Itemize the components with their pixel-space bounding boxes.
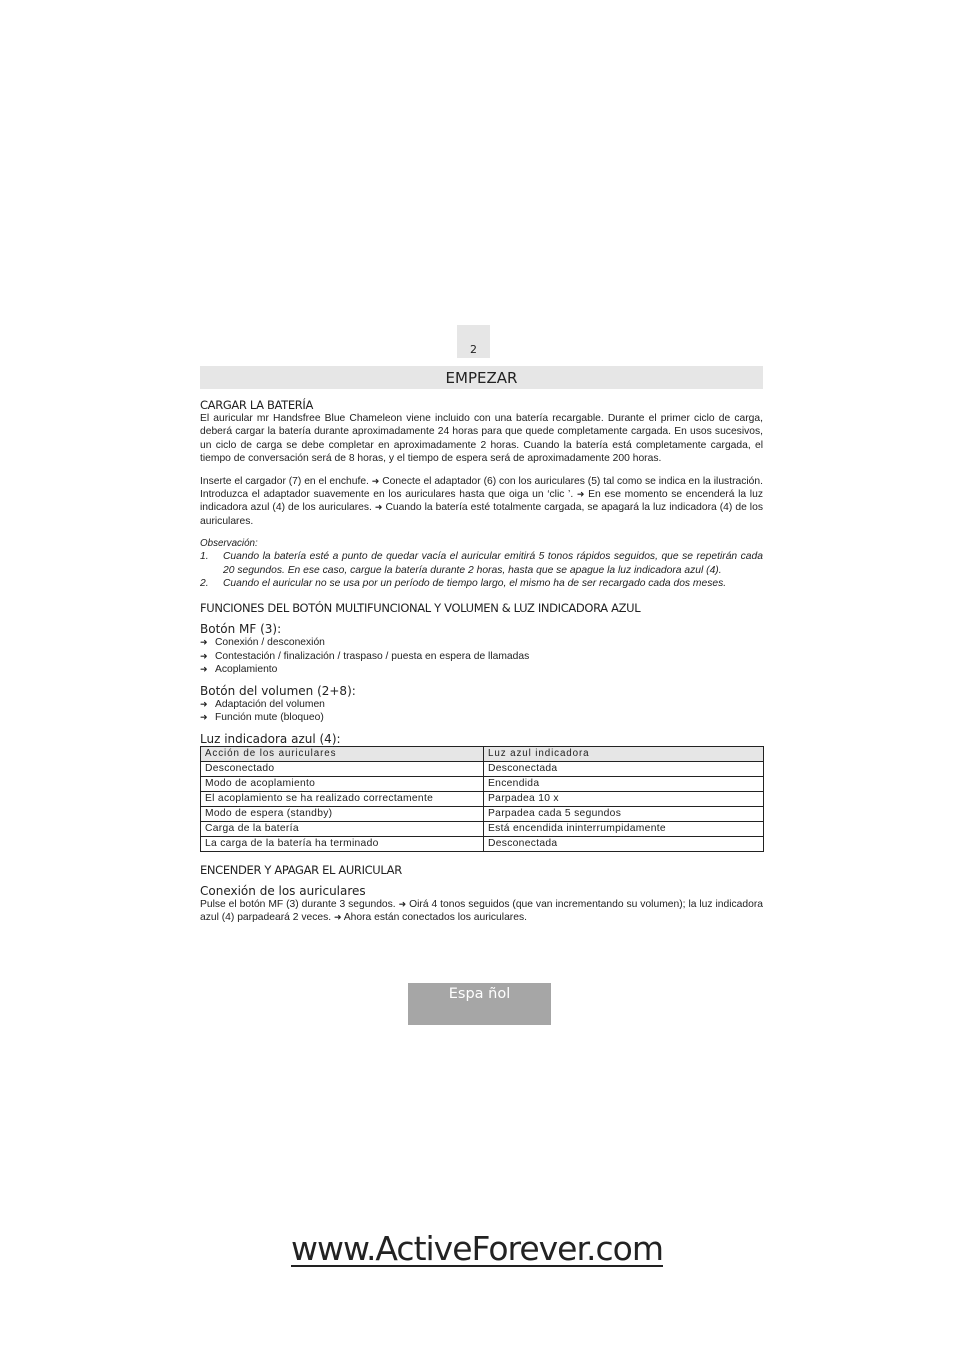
power-sub-heading: Conexión de los auriculares — [200, 883, 366, 898]
list-item — [200, 698, 763, 711]
note-label: Observación: — [200, 538, 258, 550]
table-cell: Encendida — [484, 776, 764, 791]
arrow-right-icon: ➜ — [200, 664, 208, 675]
power-heading: ENCENDER Y APAGAR EL AURICULAR — [200, 862, 402, 877]
note-item — [200, 577, 763, 590]
table-cell: Desconectada — [484, 761, 764, 776]
list-item — [200, 650, 763, 663]
volume-button-list — [200, 698, 763, 725]
table-cell: Desconectado — [201, 761, 484, 776]
notes-list — [200, 550, 763, 590]
led-heading: Luz indicadora azul (4): — [200, 731, 341, 746]
list-item-text: Adaptación del volumen — [215, 698, 325, 710]
table-header-cell: Luz azul indicadora — [484, 746, 764, 761]
section-title: EMPEZAR — [200, 366, 763, 389]
table-row — [201, 836, 764, 851]
list-item — [200, 711, 763, 724]
list-item — [200, 636, 763, 649]
table-cell: Carga de la batería — [201, 821, 484, 836]
functions-heading: FUNCIONES DEL BOTÓN MULTIFUNCIONAL Y VOLUMEN & LUZ INDICADORA AZUL — [200, 601, 641, 616]
power-step-1: Pulse el botón MF (3) durante 3 segundos. — [200, 898, 396, 910]
list-item-text: Acoplamiento — [215, 664, 278, 676]
list-item — [200, 663, 763, 676]
volume-button-heading: Botón del volumen (2+8): — [200, 683, 356, 698]
arrow-right-icon: ➜ — [576, 489, 585, 500]
table-row — [201, 761, 764, 776]
note-number: 1. — [200, 551, 209, 563]
table-row — [201, 791, 764, 806]
note-number: 2. — [200, 578, 209, 590]
website-footer — [0, 1229, 954, 1268]
arrow-right-icon: ➜ — [200, 712, 208, 723]
table-cell: La carga de la batería ha terminado — [201, 836, 484, 851]
table-row — [201, 821, 764, 836]
arrow-right-icon: ➜ — [200, 637, 208, 648]
note-item — [200, 550, 763, 577]
charge-paragraph-2 — [200, 475, 763, 529]
mf-button-list — [200, 636, 763, 676]
table-cell: Desconectada — [484, 836, 764, 851]
list-item-text: Conexión / desconexión — [215, 637, 325, 649]
charge-step-1: Inserte el cargador (7) en el enchufe. — [200, 475, 369, 487]
table-cell: Modo de espera (standby) — [201, 806, 484, 821]
table-cell: Está encendida ininterrumpidamente — [484, 821, 764, 836]
arrow-right-icon: ➜ — [200, 698, 208, 709]
note-text: Cuando el auricular no se usa por un período de tiempo largo, el mismo ha de ser recargado cada dos meses. — [223, 578, 727, 590]
page-number: 2 — [457, 325, 490, 358]
power-paragraph — [200, 898, 763, 925]
led-status-table — [200, 746, 764, 852]
charge-step-4: Cuando la batería esté totalmente cargada, se apagará la luz indicadora (4) de los auriculares. — [200, 502, 763, 527]
table-cell: Modo de acoplamiento — [201, 776, 484, 791]
arrow-right-icon: ➜ — [200, 650, 208, 661]
charge-paragraph-1: El auricular mr Handsfree Blue Chameleon viene incluido con una batería recargable. Durante el primer ciclo de carga, deberá cargar la batería durante aproximadamente 24 horas para que quede completamente cargada. En usos sucesivos, un ciclo de carga se debe completar en aproximadamente 2 horas. Cuando la batería está completamente cargada, el tiempo de conversación será de 8 horas, y el tiempo de espera será de aproximadamente 200 horas. — [200, 413, 763, 465]
arrow-right-icon: ➜ — [371, 475, 380, 486]
list-item-text: Contestación / finalización / traspaso / puesta en espera de llamadas — [215, 650, 530, 662]
arrow-right-icon: ➜ — [333, 911, 342, 922]
table-cell: Parpadea cada 5 segundos — [484, 806, 764, 821]
note-text: Cuando la batería esté a punto de quedar vacía el auricular emitirá 5 tonos rápidos seguidos, que se repetirán cada 20 segundos. En ese caso, cargue la batería durante 2 horas, hasta que se apague la luz indicadora azul (4). — [223, 551, 763, 576]
list-item-text: Función mute (bloqueo) — [215, 712, 324, 724]
table-header-row — [201, 746, 764, 761]
arrow-right-icon: ➜ — [398, 898, 407, 909]
table-cell: Parpadea 10 x — [484, 791, 764, 806]
page-content — [200, 366, 763, 924]
charge-heading: CARGAR LA BATERÍA — [200, 398, 313, 412]
table-header-cell: Acción de los auriculares — [201, 746, 484, 761]
mf-button-heading: Botón MF (3): — [200, 622, 282, 637]
charge-step-2: Conecte el adaptador (6) con los auriculares (5) tal como se indica en la ilustración. Introduzca el adaptador suavemente en los auriculares hasta que oiga un ‘clic ’. — [200, 475, 763, 501]
power-step-3: Ahora están conectados los auriculares. — [343, 911, 527, 923]
charge-step-3: En ese momento se encenderá la luz indicadora azul (4) de los auriculares. — [200, 489, 763, 514]
table-cell: El acoplamiento se ha realizado correctamente — [201, 791, 484, 806]
language-label: Espa ñol — [408, 983, 551, 1025]
website-link[interactable]: www.ActiveForever.com — [291, 1229, 663, 1268]
table-row — [201, 776, 764, 791]
table-row — [201, 806, 764, 821]
arrow-right-icon: ➜ — [374, 502, 383, 513]
power-step-2: Oirá 4 tonos seguidos (que van incrementando su volumen); la luz indicadora azul (4) parpadeará 2 veces. — [200, 898, 763, 923]
